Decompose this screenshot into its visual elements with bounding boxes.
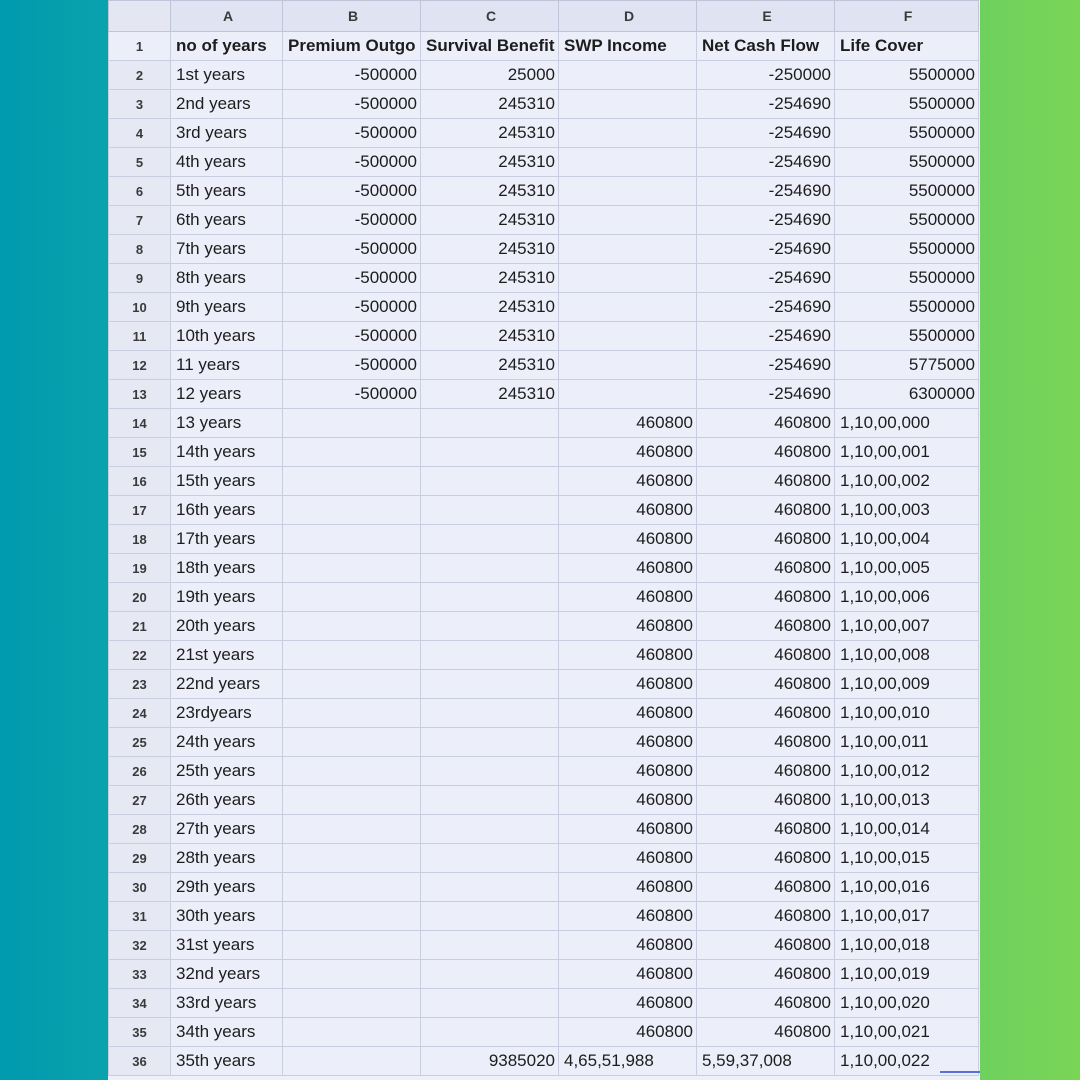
cell-premium-outgo[interactable] (283, 815, 421, 844)
cell-net-cash-flow[interactable]: 460800 (697, 931, 835, 960)
table-row (109, 902, 979, 931)
cell-life-cover[interactable]: 1,10,00,004 (835, 525, 979, 554)
cell-years[interactable]: 17th years (171, 525, 283, 554)
cell-net-cash-flow[interactable]: -250000 (697, 61, 835, 90)
cell-years[interactable]: 1st years (171, 61, 283, 90)
cell-life-cover[interactable]: 1,10,00,018 (835, 931, 979, 960)
cell-premium-outgo[interactable] (283, 496, 421, 525)
cell-years[interactable]: 18th years (171, 554, 283, 583)
cell-survival-benefit[interactable]: 9385020 (421, 1047, 559, 1076)
cell-swp-income[interactable]: 460800 (559, 989, 697, 1018)
table-row (109, 583, 979, 612)
cell-swp-income[interactable] (559, 351, 697, 380)
table-row (109, 90, 979, 119)
cell-survival-benefit[interactable] (421, 409, 559, 438)
cell-survival-benefit[interactable] (421, 612, 559, 641)
cell-years[interactable]: 25th years (171, 757, 283, 786)
cell-premium-outgo[interactable] (283, 931, 421, 960)
column-header-d[interactable]: D (559, 1, 697, 32)
cell-premium-outgo[interactable]: -500000 (283, 264, 421, 293)
table-row (109, 641, 979, 670)
cell-header-premium-outgo[interactable]: Premium Outgo (283, 32, 421, 61)
cell-premium-outgo[interactable] (283, 554, 421, 583)
cell-survival-benefit[interactable] (421, 728, 559, 757)
table-row (109, 496, 979, 525)
cell-years[interactable]: 27th years (171, 815, 283, 844)
table-row (109, 467, 979, 496)
cell-survival-benefit[interactable]: 245310 (421, 351, 559, 380)
cell-life-cover[interactable]: 6300000 (835, 380, 979, 409)
cell-life-cover[interactable]: 1,10,00,012 (835, 757, 979, 786)
row-number[interactable]: 11 (109, 322, 171, 351)
cell-years[interactable]: 19th years (171, 583, 283, 612)
cell-premium-outgo[interactable] (283, 641, 421, 670)
cell-net-cash-flow[interactable]: -254690 (697, 235, 835, 264)
cell-swp-income[interactable]: 460800 (559, 641, 697, 670)
cell-net-cash-flow[interactable]: 460800 (697, 989, 835, 1018)
cell-life-cover[interactable]: 1,10,00,017 (835, 902, 979, 931)
cell-swp-income[interactable]: 460800 (559, 583, 697, 612)
cell-swp-income[interactable]: 460800 (559, 525, 697, 554)
row-number[interactable]: 33 (109, 960, 171, 989)
table-row (109, 757, 979, 786)
cell-swp-income[interactable] (559, 177, 697, 206)
row-number[interactable]: 30 (109, 873, 171, 902)
cell-survival-benefit[interactable] (421, 554, 559, 583)
cell-survival-benefit[interactable] (421, 786, 559, 815)
cell-survival-benefit[interactable] (421, 641, 559, 670)
table-row (109, 786, 979, 815)
row-number[interactable]: 12 (109, 351, 171, 380)
cell-premium-outgo[interactable]: -500000 (283, 119, 421, 148)
cell-premium-outgo[interactable] (283, 583, 421, 612)
cell-years[interactable]: 2nd years (171, 90, 283, 119)
row-number[interactable]: 32 (109, 931, 171, 960)
cell-survival-benefit[interactable]: 25000 (421, 61, 559, 90)
cell-life-cover[interactable]: 5500000 (835, 235, 979, 264)
row-number[interactable]: 19 (109, 554, 171, 583)
cell-swp-income[interactable] (559, 322, 697, 351)
cell-years[interactable]: 5th years (171, 177, 283, 206)
table-row (109, 728, 979, 757)
spreadsheet[interactable] (108, 0, 980, 1080)
cell-swp-income[interactable]: 460800 (559, 902, 697, 931)
cell-life-cover[interactable]: 1,10,00,005 (835, 554, 979, 583)
cell-survival-benefit[interactable] (421, 1018, 559, 1047)
cell-life-cover[interactable]: 1,10,00,010 (835, 699, 979, 728)
row-number[interactable]: 16 (109, 467, 171, 496)
header-row (109, 32, 979, 61)
row-number[interactable]: 20 (109, 583, 171, 612)
cell-swp-income[interactable]: 460800 (559, 409, 697, 438)
table-row (109, 206, 979, 235)
cell-survival-benefit[interactable] (421, 699, 559, 728)
cell-premium-outgo[interactable] (283, 1047, 421, 1076)
cell-net-cash-flow[interactable]: -254690 (697, 177, 835, 206)
cell-swp-income[interactable]: 460800 (559, 496, 697, 525)
cell-swp-income[interactable] (559, 61, 697, 90)
cell-survival-benefit[interactable] (421, 467, 559, 496)
cell-premium-outgo[interactable]: -500000 (283, 351, 421, 380)
cell-life-cover[interactable]: 1,10,00,001 (835, 438, 979, 467)
cell-survival-benefit[interactable]: 245310 (421, 322, 559, 351)
row-number[interactable]: 24 (109, 699, 171, 728)
cell-survival-benefit[interactable] (421, 873, 559, 902)
cell-swp-income[interactable]: 460800 (559, 844, 697, 873)
row-number[interactable]: 5 (109, 148, 171, 177)
cell-life-cover[interactable]: 1,10,00,007 (835, 612, 979, 641)
cell-life-cover[interactable]: 1,10,00,020 (835, 989, 979, 1018)
cell-life-cover[interactable]: 1,10,00,015 (835, 844, 979, 873)
cell-net-cash-flow[interactable]: 460800 (697, 960, 835, 989)
cell-life-cover[interactable]: 5500000 (835, 119, 979, 148)
cell-life-cover[interactable]: 1,10,00,003 (835, 496, 979, 525)
cell-life-cover[interactable]: 1,10,00,013 (835, 786, 979, 815)
cell-life-cover[interactable]: 1,10,00,016 (835, 873, 979, 902)
table-row (109, 235, 979, 264)
cell-premium-outgo[interactable]: -500000 (283, 293, 421, 322)
cell-survival-benefit[interactable]: 245310 (421, 235, 559, 264)
cell-premium-outgo[interactable]: -500000 (283, 322, 421, 351)
cell-premium-outgo[interactable] (283, 844, 421, 873)
cell-years[interactable]: 12 years (171, 380, 283, 409)
row-number[interactable]: 6 (109, 177, 171, 206)
cell-years[interactable]: 6th years (171, 206, 283, 235)
table-row (109, 293, 979, 322)
cell-years[interactable]: 9th years (171, 293, 283, 322)
table-row (109, 815, 979, 844)
table-row (109, 699, 979, 728)
row-number[interactable]: 3 (109, 90, 171, 119)
cell-life-cover[interactable]: 1,10,00,022 (835, 1047, 979, 1076)
cell-life-cover[interactable]: 5500000 (835, 264, 979, 293)
row-number[interactable]: 7 (109, 206, 171, 235)
cell-header-net-cash-flow[interactable]: Net Cash Flow (697, 32, 835, 61)
table-row (109, 322, 979, 351)
cell-net-cash-flow[interactable]: 460800 (697, 438, 835, 467)
cell-survival-benefit[interactable]: 245310 (421, 264, 559, 293)
cell-life-cover[interactable]: 5500000 (835, 293, 979, 322)
cell-net-cash-flow[interactable]: 460800 (697, 467, 835, 496)
cell-net-cash-flow[interactable]: 460800 (697, 844, 835, 873)
cell-net-cash-flow[interactable]: 460800 (697, 670, 835, 699)
cell-net-cash-flow[interactable]: 460800 (697, 554, 835, 583)
row-number[interactable]: 29 (109, 844, 171, 873)
cell-premium-outgo[interactable]: -500000 (283, 206, 421, 235)
cell-header-no-of-years[interactable]: no of years (171, 32, 283, 61)
cell-swp-income[interactable]: 460800 (559, 728, 697, 757)
row-number[interactable]: 8 (109, 235, 171, 264)
cell-swp-income[interactable] (559, 206, 697, 235)
cell-years[interactable]: 10th years (171, 322, 283, 351)
cell-survival-benefit[interactable] (421, 757, 559, 786)
cell-premium-outgo[interactable] (283, 902, 421, 931)
cell-swp-income[interactable] (559, 90, 697, 119)
cell-life-cover[interactable]: 5500000 (835, 206, 979, 235)
cell-years[interactable]: 35th years (171, 1047, 283, 1076)
cell-life-cover[interactable]: 5500000 (835, 61, 979, 90)
table-row (109, 960, 979, 989)
cell-swp-income[interactable]: 460800 (559, 873, 697, 902)
cell-survival-benefit[interactable] (421, 960, 559, 989)
cell-survival-benefit[interactable]: 245310 (421, 119, 559, 148)
cell-years[interactable]: 30th years (171, 902, 283, 931)
cell-years[interactable]: 8th years (171, 264, 283, 293)
cell-survival-benefit[interactable] (421, 931, 559, 960)
table-row (109, 612, 979, 641)
cell-survival-benefit[interactable] (421, 989, 559, 1018)
row-number[interactable]: 2 (109, 61, 171, 90)
cell-survival-benefit[interactable]: 245310 (421, 148, 559, 177)
column-header-c[interactable]: C (421, 1, 559, 32)
row-number[interactable]: 13 (109, 380, 171, 409)
cell-swp-income[interactable]: 460800 (559, 467, 697, 496)
cell-premium-outgo[interactable]: -500000 (283, 380, 421, 409)
cell-survival-benefit[interactable]: 245310 (421, 206, 559, 235)
cell-years[interactable]: 20th years (171, 612, 283, 641)
row-number[interactable]: 15 (109, 438, 171, 467)
cell-premium-outgo[interactable] (283, 409, 421, 438)
cell-net-cash-flow[interactable]: 460800 (697, 641, 835, 670)
cell-net-cash-flow[interactable]: 460800 (697, 1018, 835, 1047)
cell-years[interactable]: 23rdyears (171, 699, 283, 728)
table-row (109, 351, 979, 380)
cell-swp-income[interactable] (559, 380, 697, 409)
cell-net-cash-flow[interactable]: 460800 (697, 786, 835, 815)
cell-premium-outgo[interactable] (283, 728, 421, 757)
table-row (109, 438, 979, 467)
column-header-row (109, 1, 979, 32)
cell-net-cash-flow[interactable]: 460800 (697, 815, 835, 844)
table-row (109, 931, 979, 960)
cell-survival-benefit[interactable] (421, 438, 559, 467)
cell-header-survival-benefit[interactable]: Survival Benefit (421, 32, 559, 61)
cell-survival-benefit[interactable]: 245310 (421, 90, 559, 119)
cell-swp-income[interactable]: 460800 (559, 815, 697, 844)
cell-survival-benefit[interactable] (421, 525, 559, 554)
cell-net-cash-flow[interactable]: 460800 (697, 409, 835, 438)
spreadsheet-grid[interactable] (108, 0, 979, 1076)
cell-life-cover[interactable]: 1,10,00,019 (835, 960, 979, 989)
table-row (109, 554, 979, 583)
cell-years[interactable]: 28th years (171, 844, 283, 873)
column-header-b[interactable]: B (283, 1, 421, 32)
column-header-e[interactable]: E (697, 1, 835, 32)
row-number[interactable]: 34 (109, 989, 171, 1018)
cell-years[interactable]: 4th years (171, 148, 283, 177)
cell-years[interactable]: 34th years (171, 1018, 283, 1047)
row-number[interactable]: 35 (109, 1018, 171, 1047)
cell-survival-benefit[interactable] (421, 844, 559, 873)
table-row (109, 670, 979, 699)
cell-net-cash-flow[interactable]: 5,59,37,008 (697, 1047, 835, 1076)
row-number[interactable]: 1 (109, 32, 171, 61)
cell-premium-outgo[interactable]: -500000 (283, 61, 421, 90)
cell-premium-outgo[interactable] (283, 989, 421, 1018)
table-row (109, 119, 979, 148)
cell-years[interactable]: 26th years (171, 786, 283, 815)
row-number[interactable]: 14 (109, 409, 171, 438)
cell-premium-outgo[interactable] (283, 467, 421, 496)
cell-net-cash-flow[interactable]: 460800 (697, 496, 835, 525)
cell-years[interactable]: 22nd years (171, 670, 283, 699)
row-number[interactable]: 26 (109, 757, 171, 786)
row-number[interactable]: 27 (109, 786, 171, 815)
row-number[interactable]: 10 (109, 293, 171, 322)
cell-premium-outgo[interactable] (283, 525, 421, 554)
cell-years[interactable]: 29th years (171, 873, 283, 902)
table-row (109, 148, 979, 177)
row-number[interactable]: 21 (109, 612, 171, 641)
cell-years[interactable]: 21st years (171, 641, 283, 670)
cell-swp-income[interactable]: 460800 (559, 786, 697, 815)
cell-premium-outgo[interactable] (283, 612, 421, 641)
table-row (109, 989, 979, 1018)
cell-premium-outgo[interactable]: -500000 (283, 148, 421, 177)
cell-years[interactable]: 32nd years (171, 960, 283, 989)
cell-years[interactable]: 14th years (171, 438, 283, 467)
cell-survival-benefit[interactable] (421, 670, 559, 699)
cell-survival-benefit[interactable] (421, 583, 559, 612)
cell-swp-income[interactable]: 460800 (559, 438, 697, 467)
row-number[interactable]: 25 (109, 728, 171, 757)
cell-net-cash-flow[interactable]: -254690 (697, 148, 835, 177)
cell-life-cover[interactable]: 5500000 (835, 322, 979, 351)
cell-life-cover[interactable]: 1,10,00,011 (835, 728, 979, 757)
cell-swp-income[interactable]: 4,65,51,988 (559, 1047, 697, 1076)
cell-net-cash-flow[interactable]: 460800 (697, 902, 835, 931)
cell-years[interactable]: 16th years (171, 496, 283, 525)
cell-swp-income[interactable]: 460800 (559, 612, 697, 641)
cell-years[interactable]: 15th years (171, 467, 283, 496)
cell-premium-outgo[interactable]: -500000 (283, 90, 421, 119)
cell-swp-income[interactable] (559, 148, 697, 177)
cell-header-swp-income[interactable]: SWP Income (559, 32, 697, 61)
cell-life-cover[interactable]: 5500000 (835, 148, 979, 177)
cell-swp-income[interactable]: 460800 (559, 960, 697, 989)
cell-premium-outgo[interactable] (283, 670, 421, 699)
cell-swp-income[interactable]: 460800 (559, 670, 697, 699)
cell-survival-benefit[interactable]: 245310 (421, 293, 559, 322)
cell-life-cover[interactable]: 1,10,00,006 (835, 583, 979, 612)
cell-net-cash-flow[interactable]: 460800 (697, 757, 835, 786)
cell-net-cash-flow[interactable]: -254690 (697, 119, 835, 148)
cell-swp-income[interactable] (559, 293, 697, 322)
cell-net-cash-flow[interactable]: 460800 (697, 583, 835, 612)
cell-life-cover[interactable]: 1,10,00,014 (835, 815, 979, 844)
row-number[interactable]: 22 (109, 641, 171, 670)
cell-years[interactable]: 24th years (171, 728, 283, 757)
cell-years[interactable]: 31st years (171, 931, 283, 960)
cell-net-cash-flow[interactable]: -254690 (697, 322, 835, 351)
table-row (109, 1047, 979, 1076)
cell-swp-income[interactable]: 460800 (559, 554, 697, 583)
cell-survival-benefit[interactable]: 245310 (421, 380, 559, 409)
cell-years[interactable]: 13 years (171, 409, 283, 438)
cell-swp-income[interactable]: 460800 (559, 1018, 697, 1047)
cell-survival-benefit[interactable] (421, 815, 559, 844)
cell-years[interactable]: 11 years (171, 351, 283, 380)
row-number[interactable]: 17 (109, 496, 171, 525)
cell-premium-outgo[interactable] (283, 438, 421, 467)
cell-net-cash-flow[interactable]: 460800 (697, 873, 835, 902)
row-number[interactable]: 4 (109, 119, 171, 148)
row-number[interactable]: 18 (109, 525, 171, 554)
cell-life-cover[interactable]: 1,10,00,021 (835, 1018, 979, 1047)
column-header-f[interactable]: F (835, 1, 979, 32)
cell-survival-benefit[interactable] (421, 902, 559, 931)
cell-premium-outgo[interactable] (283, 699, 421, 728)
cell-header-life-cover[interactable]: Life Cover (835, 32, 979, 61)
cell-premium-outgo[interactable] (283, 960, 421, 989)
cell-swp-income[interactable]: 460800 (559, 699, 697, 728)
cell-net-cash-flow[interactable]: -254690 (697, 380, 835, 409)
cell-life-cover[interactable]: 1,10,00,000 (835, 409, 979, 438)
cell-premium-outgo[interactable] (283, 873, 421, 902)
cell-swp-income[interactable]: 460800 (559, 931, 697, 960)
cell-life-cover[interactable]: 5500000 (835, 177, 979, 206)
cell-net-cash-flow[interactable]: -254690 (697, 293, 835, 322)
row-number[interactable]: 28 (109, 815, 171, 844)
cell-swp-income[interactable]: 460800 (559, 757, 697, 786)
cell-years[interactable]: 33rd years (171, 989, 283, 1018)
cell-swp-income[interactable] (559, 235, 697, 264)
table-row (109, 380, 979, 409)
cell-net-cash-flow[interactable]: -254690 (697, 351, 835, 380)
table-row (109, 177, 979, 206)
cell-premium-outgo[interactable]: -500000 (283, 235, 421, 264)
row-number[interactable]: 31 (109, 902, 171, 931)
cell-survival-benefit[interactable] (421, 496, 559, 525)
cell-years[interactable]: 7th years (171, 235, 283, 264)
cell-net-cash-flow[interactable]: 460800 (697, 699, 835, 728)
cell-swp-income[interactable] (559, 264, 697, 293)
table-row (109, 1018, 979, 1047)
cell-net-cash-flow[interactable]: -254690 (697, 206, 835, 235)
table-row (109, 264, 979, 293)
cell-years[interactable]: 3rd years (171, 119, 283, 148)
row-number[interactable]: 36 (109, 1047, 171, 1076)
cell-net-cash-flow[interactable]: 460800 (697, 728, 835, 757)
table-row (109, 61, 979, 90)
table-row (109, 525, 979, 554)
cell-premium-outgo[interactable]: -500000 (283, 177, 421, 206)
cell-premium-outgo[interactable] (283, 786, 421, 815)
table-row (109, 873, 979, 902)
cell-net-cash-flow[interactable]: -254690 (697, 90, 835, 119)
column-header-a[interactable]: A (171, 1, 283, 32)
select-all-corner[interactable] (109, 1, 171, 32)
cell-life-cover[interactable]: 5775000 (835, 351, 979, 380)
cell-premium-outgo[interactable] (283, 757, 421, 786)
cell-net-cash-flow[interactable]: 460800 (697, 612, 835, 641)
cell-life-cover[interactable]: 1,10,00,009 (835, 670, 979, 699)
cell-life-cover[interactable]: 1,10,00,008 (835, 641, 979, 670)
cell-life-cover[interactable]: 1,10,00,002 (835, 467, 979, 496)
cell-net-cash-flow[interactable]: -254690 (697, 264, 835, 293)
cell-net-cash-flow[interactable]: 460800 (697, 525, 835, 554)
cell-survival-benefit[interactable]: 245310 (421, 177, 559, 206)
row-number[interactable]: 9 (109, 264, 171, 293)
table-row (109, 844, 979, 873)
cell-premium-outgo[interactable] (283, 1018, 421, 1047)
row-number[interactable]: 23 (109, 670, 171, 699)
table-row (109, 409, 979, 438)
cell-life-cover[interactable]: 5500000 (835, 90, 979, 119)
cell-swp-income[interactable] (559, 119, 697, 148)
